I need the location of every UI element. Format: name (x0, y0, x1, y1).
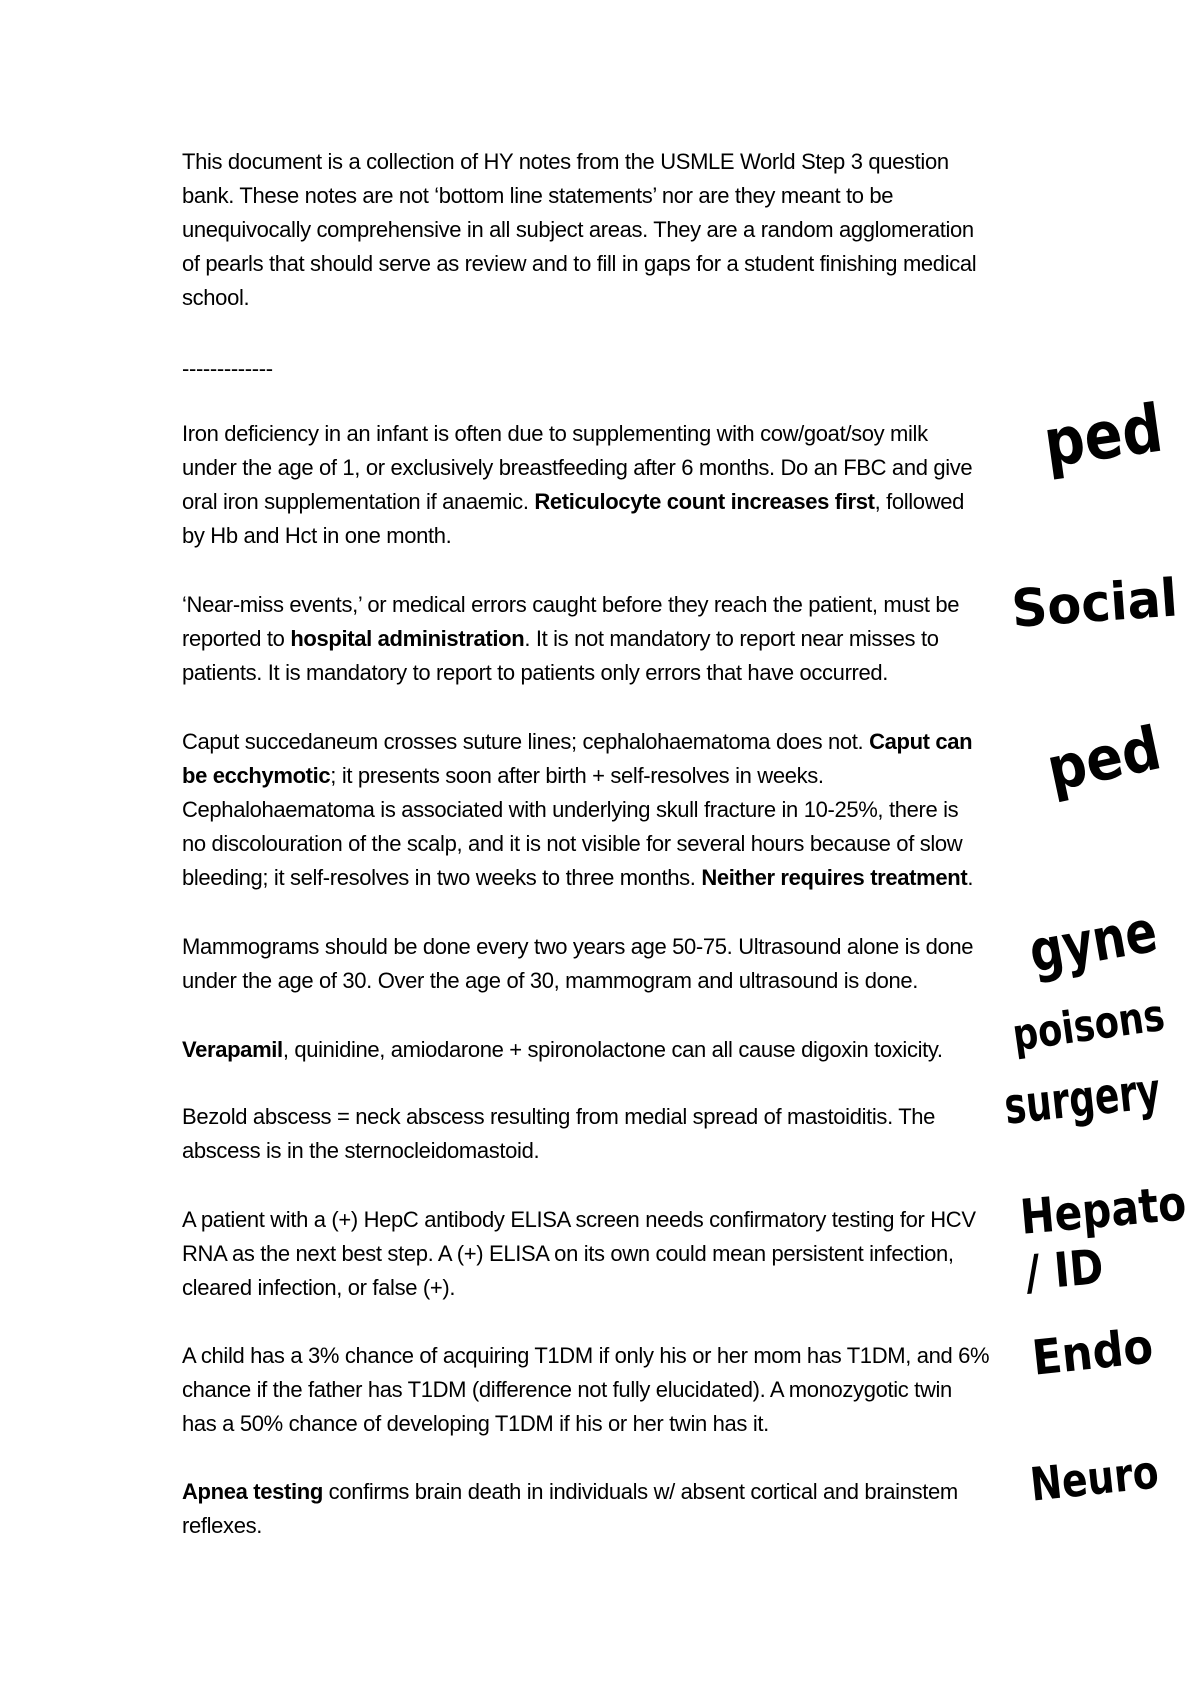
note-text: chance if the father has T1DM (difference not fully elucidated). A monozygotic twin (182, 1377, 952, 1402)
note-emphasis: Apnea testing (182, 1479, 323, 1504)
intro-line: This document is a collection of HY notes from the USMLE World Step 3 question (182, 149, 949, 174)
note-text: , followed (874, 489, 965, 514)
note-text: , quinidine, amiodarone + spironolactone can all cause digoxin toxicity. (282, 1037, 943, 1062)
note-bezold-abscess (182, 1100, 1042, 1168)
note-text: . (967, 865, 974, 890)
note-emphasis: Reticulocyte count increases first (534, 489, 875, 514)
note-text: A child has a 3% chance of acquiring T1DM if only his or her mom has T1DM, and 6% (182, 1343, 990, 1368)
note-emphasis: be ecchymotic (182, 763, 331, 788)
margin-tag-surgery: surgery (1001, 1061, 1164, 1136)
note-iron-deficiency (182, 417, 1042, 553)
note-emphasis: hospital administration (290, 626, 525, 651)
note-text: oral iron supplementation if anaemic. (182, 489, 535, 514)
separator: ------------- (182, 356, 273, 381)
intro-line: bank. These notes are not ‘bottom line statements’ nor are they meant to be (182, 183, 894, 208)
note-text: confirms brain death in individuals w/ absent cortical and brainstem (322, 1479, 958, 1504)
note-caput-succedaneum (182, 725, 1042, 895)
note-text: reported to (182, 626, 291, 651)
note-text: A patient with a (+) HepC antibody ELISA screen needs confirmatory testing for HCV (182, 1207, 976, 1232)
margin-tag-neuro: Neuro (1027, 1444, 1162, 1512)
note-text: bleeding; it self-resolves in two weeks to three months. (182, 865, 702, 890)
note-mammograms (182, 930, 1042, 998)
note-text: . It is not mandatory to report near misses to (524, 626, 939, 651)
margin-tag-endo: Endo (1029, 1318, 1156, 1387)
note-apnea-testing (182, 1475, 1042, 1543)
note-text: RNA as the next best step. A (+) ELISA on its own could mean persistent infection, (182, 1241, 954, 1266)
note-hepc (182, 1203, 1042, 1305)
note-emphasis: Caput can (869, 729, 973, 754)
note-text: Iron deficiency in an infant is often due to supplementing with cow/goat/soy milk (182, 421, 928, 446)
note-text: Bezold abscess = neck abscess resulting from medial spread of mastoiditis. The (182, 1104, 936, 1129)
margin-tag-hepato-id: Hepato / ID (1018, 1175, 1189, 1302)
note-text: reflexes. (182, 1513, 262, 1538)
note-text: no discolouration of the scalp, and it is not visible for several hours because of slow (182, 831, 963, 856)
note-emphasis: Neither requires treatment (701, 865, 968, 890)
note-text: ‘Near-miss events,’ or medical errors caught before they reach the patient, must be (182, 592, 960, 617)
note-text: under the age of 1, or exclusively breastfeeding after 6 months. Do an FBC and give (182, 455, 973, 480)
note-text: has a 50% chance of developing T1DM if his or her twin has it. (182, 1411, 769, 1436)
note-emphasis: Verapamil (182, 1037, 283, 1062)
note-text: cleared infection, or false (+). (182, 1275, 456, 1300)
margin-tag-ped: ped (1040, 713, 1167, 806)
intro-line: school. (182, 285, 250, 310)
intro-line: unequivocally comprehensive in all subject areas. They are a random agglomeration (182, 217, 974, 242)
note-text: by Hb and Hct in one month. (182, 523, 452, 548)
note-text: Mammograms should be done every two years age 50-75. Ultrasound alone is done (182, 934, 974, 959)
intro-paragraph (182, 145, 1042, 315)
note-text: patients. It is mandatory to report to patients only errors that have occurred. (182, 660, 889, 685)
note-text: abscess is in the sternocleidomastoid. (182, 1138, 540, 1163)
note-t1dm (182, 1339, 1042, 1441)
margin-tag-poisons: poisons (1009, 989, 1168, 1062)
note-text: Caput succedaneum crosses suture lines; cephalohaematoma does not. (182, 729, 870, 754)
note-text: ; it presents soon after birth + self-resolves in weeks. (330, 763, 824, 788)
margin-tag-ped: ped (1039, 389, 1168, 483)
note-near-miss (182, 588, 1042, 690)
intro-line: of pearls that should serve as review and to fill in gaps for a student finishing medical (182, 251, 977, 276)
margin-tag-social: Social (1009, 568, 1180, 640)
note-text: under the age of 30. Over the age of 30, mammogram and ultrasound is done. (182, 968, 919, 993)
margin-tag-gyne: gyne (1024, 896, 1162, 987)
note-digoxin (182, 1033, 1042, 1067)
note-text: Cephalohaematoma is associated with underlying skull fracture in 10-25%, there is (182, 797, 959, 822)
